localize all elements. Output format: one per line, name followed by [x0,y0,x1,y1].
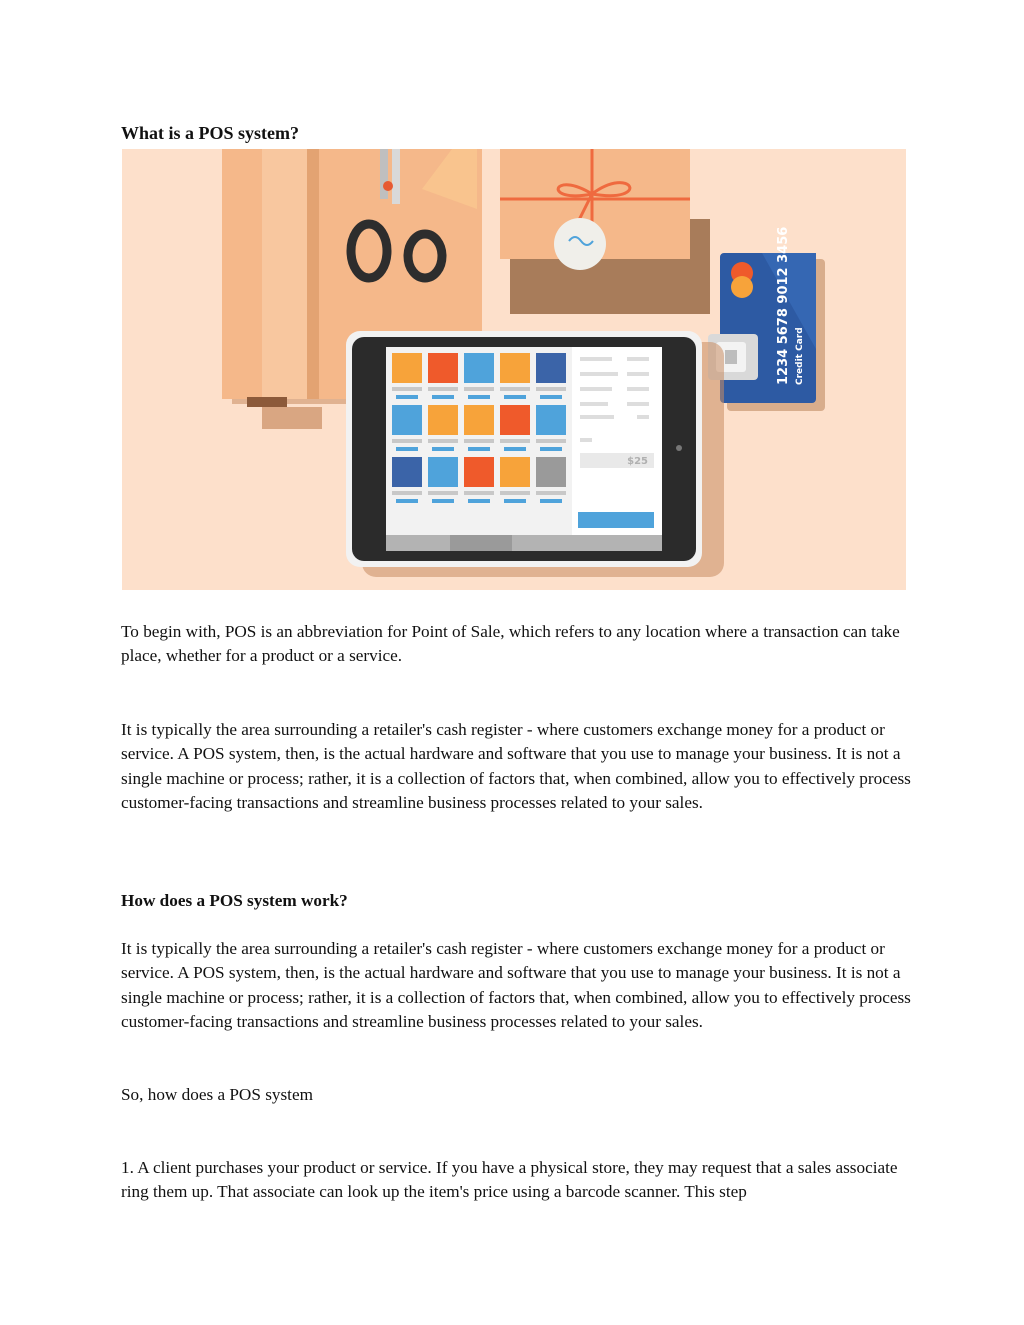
product-tile [428,405,458,435]
definition-paragraph: It is typically the area surrounding a retailer's cash register - where customers exchange money for a product or service. A POS system, then, is the actual hardware and software that you use to manage your business. It is not a single machine or process; rather, it is a collection of factors that, when combined, allow you to effectively process customer-facing transactions and streamline business processes related to your sales. [121,720,911,812]
card-label: Credit Card [795,327,805,385]
gift-tag [554,218,606,270]
page-title: What is a POS system? [121,123,300,143]
product-tile [536,405,566,435]
checkout-button-shape [578,512,654,528]
product-tile [428,457,458,487]
credit-card-icon [720,227,825,411]
product-tile [536,353,566,383]
pos-illustration-svg [122,149,906,590]
section-heading: How does a POS system work? [121,891,348,910]
box-foot [247,397,287,407]
product-tile [536,457,566,487]
product-tile [464,353,494,383]
product-tile [464,405,494,435]
product-tile [392,405,422,435]
product-tile [500,405,530,435]
product-tile [428,353,458,383]
product-tile [392,457,422,487]
step-one-paragraph: 1. A client purchases your product or service. If you have a physical store, they may request that a sales associate ring them up. That associate can look up the item's price using a barcode scanner. This step [121,1158,898,1202]
intro-paragraph: To begin with, POS is an abbreviation for Point of Sale, which refers to any location where a transaction can take place, whether for a product or a service. [121,622,900,666]
card-number: 1234 5678 9012 3456 [776,226,791,385]
product-tile [464,457,494,487]
price-label: $25 [627,456,648,467]
box-base [262,407,322,429]
lead-in-paragraph: So, how does a POS system [121,1085,313,1104]
product-tile [392,353,422,383]
left-box-tape [262,149,307,399]
tablet [346,331,724,577]
section-paragraph: It is typically the area surrounding a retailer's cash register - where customers exchange money for a product or service. A POS system, then, is the actual hardware and software that you use to manage your business. It is not a single machine or process; rather, it is a collection of factors that, when combined, allow you to effectively process customer-facing transactions and streamline business processes related to your sales. [121,939,911,1031]
product-tile [500,457,530,487]
pos-illustration [122,149,906,590]
product-tiles [392,353,566,503]
left-box-edge [307,149,319,399]
product-tile [500,353,530,383]
